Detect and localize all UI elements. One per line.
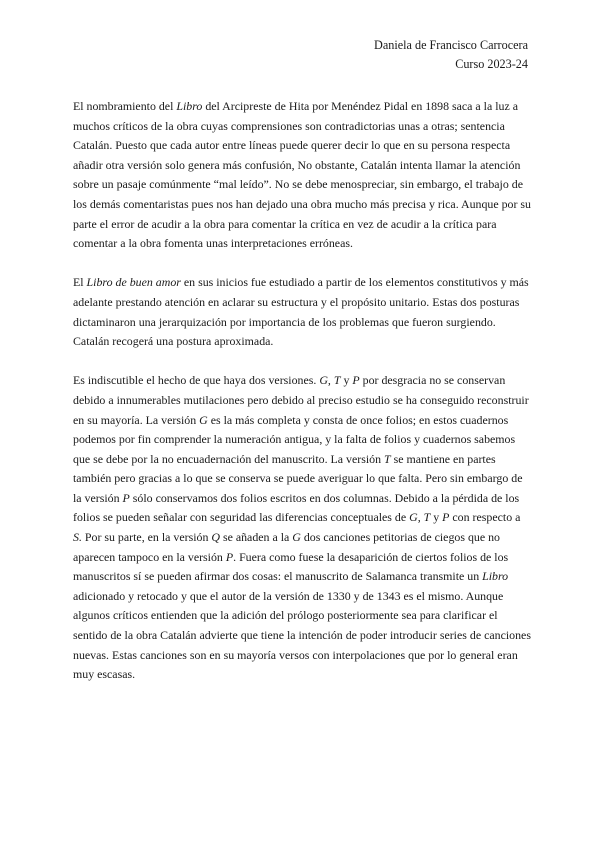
text-run: y [430, 510, 443, 525]
author-name: Daniela de Francisco Carrocera [374, 38, 528, 52]
italic-text-run: Libro [482, 569, 509, 584]
text-run: dos canciones petitorias de ciegos que no aparecen tampoco en la versión [73, 530, 500, 564]
italic-text-run: P [352, 373, 360, 388]
italic-text-run: G [292, 530, 301, 545]
text-run: Por su parte, en la versión [81, 530, 212, 545]
italic-text-run: T [384, 451, 391, 466]
italic-text-run: Q [211, 530, 220, 545]
text-run: Es indiscutible el hecho de que haya dos versiones. [73, 373, 320, 388]
text-run: se mantiene en partes también pero gracias a lo que se conserva se puede averiguar lo que falta. Pero sin embargo de la versión [73, 451, 523, 505]
italic-text-run: S. [73, 530, 82, 545]
italic-text-run: P [442, 510, 450, 525]
text-run: El nombramiento del [73, 99, 177, 113]
paragraph-3 [73, 371, 531, 685]
text-run: y [340, 373, 353, 388]
italic-text-run: Libro de buen amor [86, 275, 181, 290]
document-body [73, 97, 531, 685]
paragraph-2 [73, 273, 531, 351]
italic-text-run: P [225, 549, 234, 564]
text-run: por desgracia no se conservan debido a innumerables mutilaciones pero debido al preciso estudio se ha conseguido reconstruir en su mayoría. La versión [73, 373, 529, 427]
text-run: en sus inicios fue estudiado a partir de los elementos constitutivos y más adelante prestando atención en aclarar su estructura y el propósito unitario. Estas dos posturas dictaminaron una jerarquización por importancia de los problemas que fueron surgiendo. Catalán recogerá una postura aproximada. [73, 275, 529, 349]
text-run: es la más completa y consta de once folios; en estos cuadernos podemos por fin comprender la numeración antigua, y la falta de folios y cuadernos sabemos que se debe por la no encuadernación del manuscrito. La versión [73, 412, 516, 466]
text-run: El [73, 275, 87, 290]
text-run: adicionado y retocado y que el autor de la versión de 1330 y de 1343 es el mismo. Aunque algunos críticos entienden que la adición del prólogo posteriormente sea para clarificar el sentido de la obra Catalán advierte que tiene la intención de poder introducir series de canciones nuevas. Estas canciones son en su mayoría versos con interpolaciones que por lo general eran muy escasas. [73, 588, 531, 682]
italic-text-run: G, T [409, 510, 431, 525]
italic-text-run: G, T [319, 373, 341, 388]
text-run: . Fuera como fuese la desaparición de ciertos folios de los manuscritos sí se pueden afirmar dos cosas: el manuscrito de Salamanca transmite un [73, 549, 509, 584]
document-header [374, 36, 528, 74]
paragraph-1 [73, 97, 531, 254]
text-run: del Arcipreste de Hita por Menéndez Pidal en 1898 saca a la luz a muchos críticos de la obra cuyas comprensiones son contradictorias unas a otras; sentencia Catalán. Puesto que cada autor entre líneas puede querer decir lo que en su persona respecta añadir otra versión solo genera más confusión, No obstante, Catalán intenta llamar la atención sobre un pasaje comúnmente “mal leído”. No se debe menospreciar, sin embargo, el trabajo de los demás comentaristas pues nos han dejado una obra mucho más precisa y rica. Aunque por su parte el error de acudir a la obra para comentar la crítica en vez de acudir a la crítica para comentar a la obra fomenta unas interpretaciones erróneas. [73, 99, 531, 251]
course-label: Curso 2023-24 [455, 57, 528, 71]
text-run: se añaden a la [219, 530, 293, 545]
text-run: sólo conservamos dos folios escritos en dos columnas. Debido a la pérdida de los folios se pueden señalar con seguridad las diferencias conceptuales de [73, 490, 520, 525]
italic-text-run: G [199, 412, 208, 427]
text-run: con respecto a [449, 510, 521, 525]
italic-text-run: P [122, 490, 130, 505]
italic-text-run: Libro [176, 99, 203, 113]
